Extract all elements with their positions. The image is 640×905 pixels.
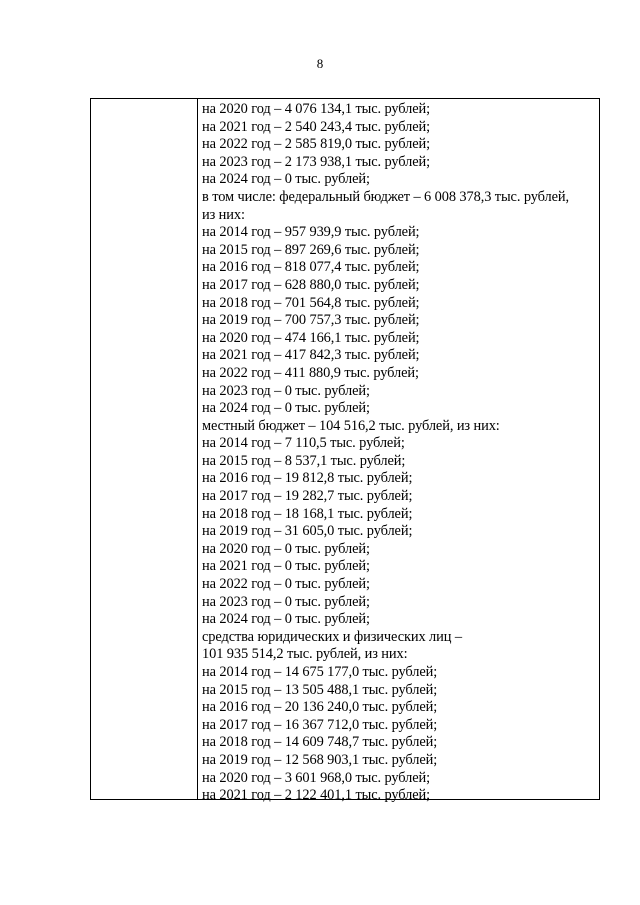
table-left-cell xyxy=(91,99,198,799)
text-line: на 2024 год – 0 тыс. рублей; xyxy=(202,171,370,188)
text-line: 101 935 514,2 тыс. рублей, из них: xyxy=(202,646,408,663)
text-line: из них: xyxy=(202,206,245,223)
page-number: 8 xyxy=(316,56,324,71)
text-line: на 2015 год – 8 537,1 тыс. рублей; xyxy=(202,452,406,469)
text-line: на 2021 год – 2 122 401,1 тыс. рублей; xyxy=(202,787,431,804)
text-line: на 2024 год – 0 тыс. рублей; xyxy=(202,400,370,417)
text-line: на 2024 год – 0 тыс. рублей; xyxy=(202,611,370,628)
text-line: на 2017 год – 19 282,7 тыс. рублей; xyxy=(202,488,413,505)
text-line: на 2019 год – 12 568 903,1 тыс. рублей; xyxy=(202,751,438,768)
text-line: на 2015 год – 897 269,6 тыс. рублей; xyxy=(202,241,420,258)
text-line: на 2022 год – 0 тыс. рублей; xyxy=(202,576,370,593)
text-line: на 2018 год – 14 609 748,7 тыс. рублей; xyxy=(202,734,438,751)
text-line: на 2021 год – 2 540 243,4 тыс. рублей; xyxy=(202,118,431,135)
text-line: на 2023 год – 0 тыс. рублей; xyxy=(202,382,370,399)
text-line: на 2019 год – 700 757,3 тыс. рублей; xyxy=(202,312,420,329)
text-line: на 2020 год – 0 тыс. рублей; xyxy=(202,540,370,557)
text-line: на 2015 год – 13 505 488,1 тыс. рублей; xyxy=(202,681,438,698)
text-line: на 2016 год – 20 136 240,0 тыс. рублей; xyxy=(202,699,438,716)
funding-table xyxy=(90,98,600,804)
text-line: на 2021 год – 0 тыс. рублей; xyxy=(202,558,370,575)
text-line: на 2016 год – 19 812,8 тыс. рублей; xyxy=(202,470,413,487)
text-line: на 2019 год – 31 605,0 тыс. рублей; xyxy=(202,523,413,540)
text-line: на 2020 год – 4 076 134,1 тыс. рублей; xyxy=(202,101,431,117)
text-line: на 2017 год – 628 880,0 тыс. рублей; xyxy=(202,276,420,293)
text-line: на 2018 год – 18 168,1 тыс. рублей; xyxy=(202,505,413,522)
table-right-cell xyxy=(198,99,599,804)
text-line: на 2022 год – 2 585 819,0 тыс. рублей; xyxy=(202,136,431,153)
text-line: на 2020 год – 3 601 968,0 тыс. рублей; xyxy=(202,769,431,786)
text-line: на 2023 год – 0 тыс. рублей; xyxy=(202,593,370,610)
text-line: на 2018 год – 701 564,8 тыс. рублей; xyxy=(202,294,420,311)
text-line: на 2014 год – 14 675 177,0 тыс. рублей; xyxy=(202,664,438,680)
text-line: на 2020 год – 474 166,1 тыс. рублей; xyxy=(202,329,420,346)
text-line: на 2017 год – 16 367 712,0 тыс. рублей; xyxy=(202,716,438,733)
text-line: на 2023 год – 2 173 938,1 тыс. рублей; xyxy=(202,153,431,170)
text-line: местный бюджет – 104 516,2 тыс. рублей, из них: xyxy=(202,417,500,434)
text-line: на 2014 год – 957 939,9 тыс. рублей; xyxy=(202,224,420,241)
text-line: на 2021 год – 417 842,3 тыс. рублей; xyxy=(202,347,420,364)
text-line: на 2016 год – 818 077,4 тыс. рублей; xyxy=(202,259,420,276)
text-line: средства юридических и физических лиц – xyxy=(202,628,462,645)
text-line: на 2022 год – 411 880,9 тыс. рублей; xyxy=(202,364,419,381)
text-line: в том числе: федеральный бюджет – 6 008 378,3 тыс. рублей, xyxy=(202,188,569,205)
text-line: на 2014 год – 7 110,5 тыс. рублей; xyxy=(202,435,405,452)
